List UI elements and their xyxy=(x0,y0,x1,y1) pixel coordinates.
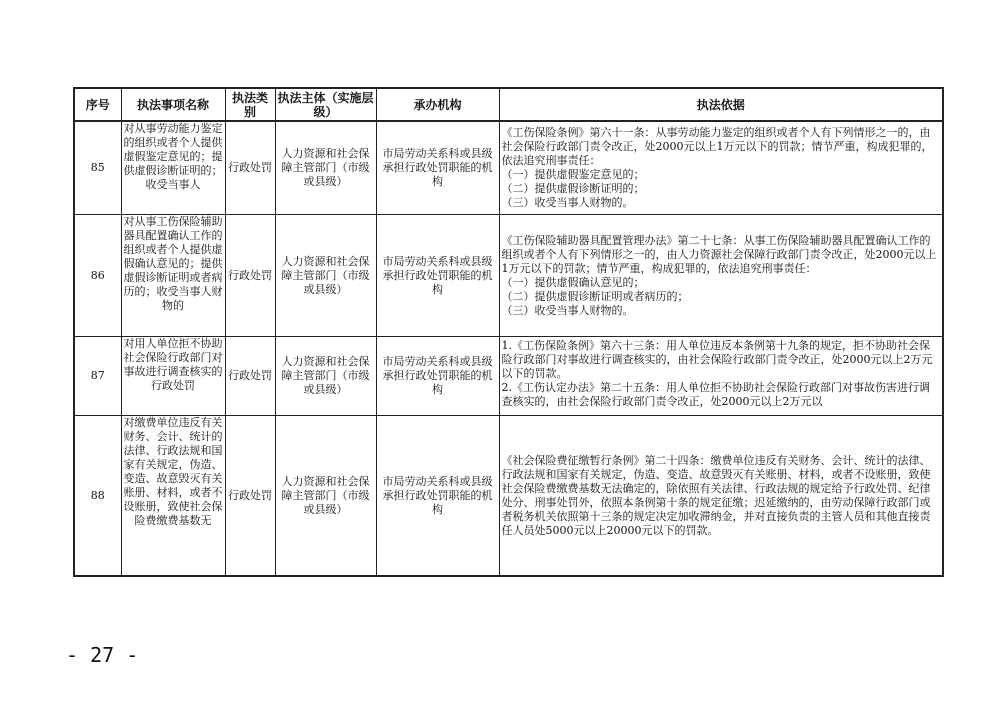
row-number: 87 xyxy=(74,337,121,416)
enforcement-subject: 人力资源和社会保障主管部门（市级或县级） xyxy=(275,121,376,215)
item-name-text: 对缴费单位违反有关财务、会计、统计的法律、行政法规和国家有关规定，伪造、变造、故意毁灭有关账册、材料，或者不设账册，致使社会保险费缴费基数无 xyxy=(123,416,223,527)
legal-basis xyxy=(499,416,943,577)
table-row xyxy=(74,121,943,215)
header-category: 执法类别 xyxy=(225,88,275,121)
table-row xyxy=(74,416,943,577)
table-header-row xyxy=(74,88,943,121)
legal-basis-text: 《工伤保险条例》第六十一条：从事劳动能力鉴定的组织或者个人有下列情形之一的，由社会保险行政部门责令改正，处2000元以上1万元以下的罚款；情节严重，构成犯罪的，依法追究刑事责任： （一）提供虚假鉴定意见的； （二）提供虚假诊断证明的； （三）收受当事人财物的。 xyxy=(501,126,933,209)
row-number: 88 xyxy=(74,416,121,577)
legal-basis xyxy=(499,121,943,215)
item-name xyxy=(121,416,225,577)
item-name-text: 对从事工伤保险辅助器具配置确认工作的组织或者个人提供虚假确认意见的；提供虚假诊断证明或者病历的；收受当事人财物的 xyxy=(123,215,223,312)
item-name xyxy=(121,215,225,337)
row-number: 85 xyxy=(74,121,121,215)
header-name: 执法事项名称 xyxy=(121,88,225,121)
header-basis: 执法依据 xyxy=(499,88,943,121)
item-name-text: 对从事劳动能力鉴定的组织或者个人提供虚假鉴定意见的；提供虚假诊断证明的；收受当事人 xyxy=(123,122,223,191)
enforcement-subject: 人力资源和社会保障主管部门（市级或县级） xyxy=(275,416,376,577)
item-name-text: 对用人单位拒不协助社会保险行政部门对事故进行调查核实的行政处罚 xyxy=(123,337,223,392)
handling-agency: 市局劳动关系科或县级承担行政处罚职能的机构 xyxy=(376,416,499,577)
handling-agency: 市局劳动关系科或县级承担行政处罚职能的机构 xyxy=(376,337,499,416)
enforcement-category: 行政处罚 xyxy=(225,416,275,577)
handling-agency: 市局劳动关系科或县级承担行政处罚职能的机构 xyxy=(376,215,499,337)
row-number: 86 xyxy=(74,215,121,337)
legal-basis-text: 《社会保险费征缴暂行条例》第二十四条：缴费单位违反有关财务、会计、统计的法律、行政法规和国家有关规定，伪造、变造、故意毁灭有关账册、材料，或者不设账册，致使社会保险费缴费基数无法确定的，除依照有关法律、行政法规的规定给予行政处罚、纪律处分、刑事处罚外，依照本条例第十条的规定征缴；迟延缴纳的，由劳动保障行政部门或者税务机关依照第十三条的规定决定加收滞纳金，并对直接负责的主管人员和其他直接责任人员处5000元以上20000元以下的罚款。 xyxy=(501,453,931,537)
item-name xyxy=(121,121,225,215)
header-no: 序号 xyxy=(74,88,121,121)
enforcement-category: 行政处罚 xyxy=(225,121,275,215)
law-enforcement-table xyxy=(73,87,944,577)
legal-basis xyxy=(499,337,943,416)
enforcement-subject: 人力资源和社会保障主管部门（市级或县级） xyxy=(275,215,376,337)
legal-basis xyxy=(499,215,943,337)
item-name xyxy=(121,337,225,416)
page-number: - 27 - xyxy=(66,643,139,667)
enforcement-category: 行政处罚 xyxy=(225,215,275,337)
enforcement-category: 行政处罚 xyxy=(225,337,275,416)
header-subject: 执法主体（实施层级） xyxy=(275,88,376,121)
header-agency: 承办机构 xyxy=(376,88,499,121)
table-row xyxy=(74,337,943,416)
enforcement-subject: 人力资源和社会保障主管部门（市级或县级） xyxy=(275,337,376,416)
legal-basis-text: 《工伤保险辅助器具配置管理办法》第二十七条：从事工伤保险辅助器具配置确认工作的组织或者个人有下列情形之一的，由人力资源社会保障行政部门责令改正，处2000元以上1万元以下的罚款；情节严重，构成犯罪的，依法追究刑事责任： （一）提供虚假确认意见的； （二）提供虚假诊断证明或者病历的； （三）收受当事人财物的。 xyxy=(501,233,937,317)
table-row xyxy=(74,215,943,337)
legal-basis-text: 1.《工伤保险条例》第六十三条：用人单位违反本条例第十九条的规定，拒不协助社会保险行政部门对事故进行调查核实的，由社会保险行政部门责令改正，处2000元以上2万元以下的罚款。 2.《工伤认定办法》第二十五条：用人单位拒不协助社会保险行政部门对事故伤害进行调查核实的，由社会保险行政部门责令改正，处2000元以上2万元以 xyxy=(501,339,933,408)
handling-agency: 市局劳动关系科或县级承担行政处罚职能的机构 xyxy=(376,121,499,215)
